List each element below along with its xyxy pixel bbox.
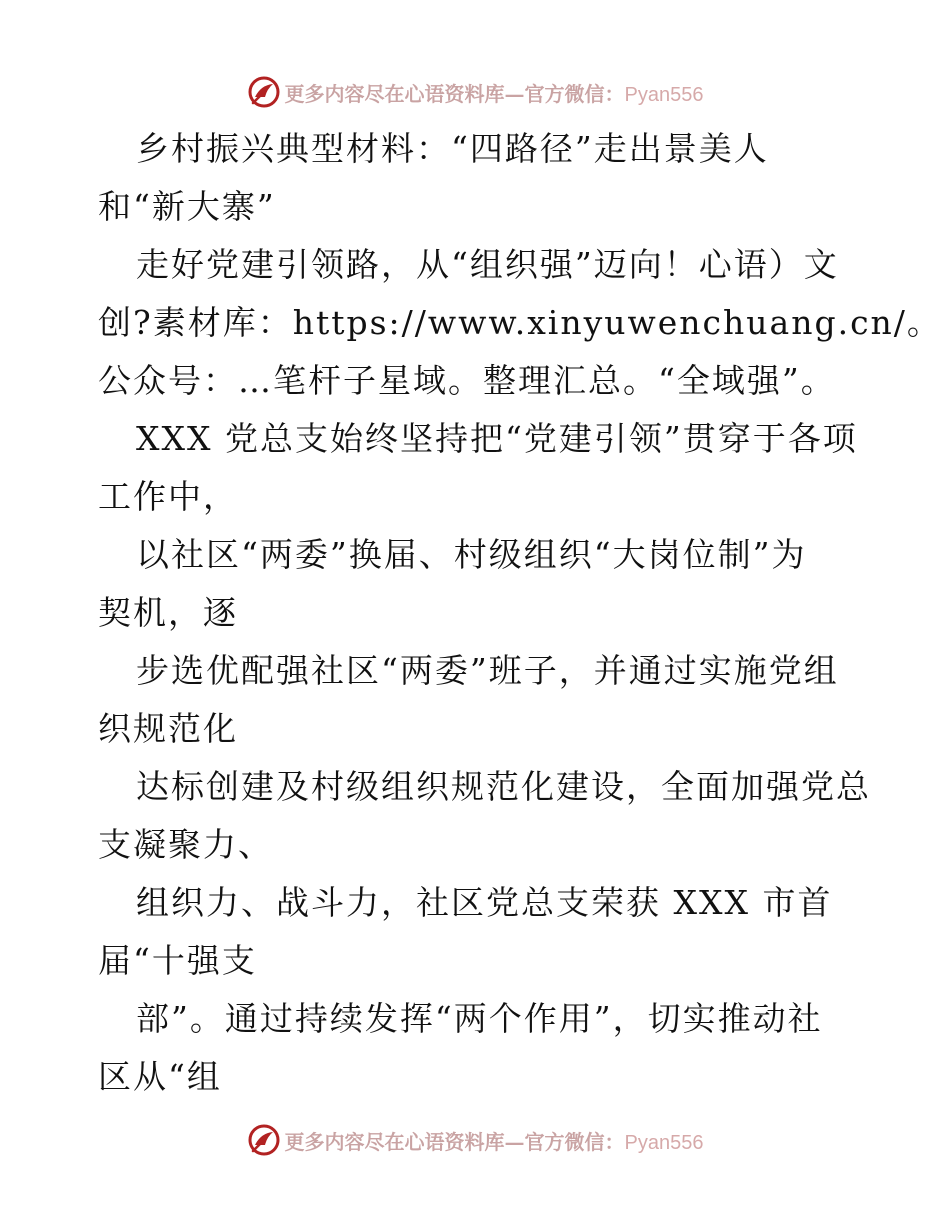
body-text-line: 契机，逐 bbox=[98, 593, 238, 632]
header-watermark-text: 更多内容尽在心语资料库—官方微信：Pyan556 bbox=[284, 81, 704, 106]
body-text-line: 创?素材库：https://www.xinyuwenchuang.cn/。 bbox=[98, 303, 942, 342]
header-watermark bbox=[0, 72, 950, 112]
body-text-line: 走好党建引领路，从“组织强”迈向！心语）文 bbox=[136, 245, 839, 284]
brand-logo-icon bbox=[247, 1123, 281, 1157]
body-text-line: 达标创建及村级组织规范化建设，全面加强党总 bbox=[136, 767, 871, 806]
body-text-line: 步选优配强社区“两委”班子，并通过实施党组 bbox=[136, 651, 839, 690]
body-text-line: 部”。通过持续发挥“两个作用”，切实推动社 bbox=[136, 999, 823, 1038]
body-text-line: 组织力、战斗力，社区党总支荣获 XXX 市首 bbox=[136, 883, 833, 922]
body-text-line: 织规范化 bbox=[98, 709, 238, 748]
body-text-line: 区从“组 bbox=[98, 1057, 222, 1096]
footer-watermark bbox=[0, 1120, 950, 1160]
body-text-line: 乡村振兴典型材料：“四路径”走出景美人 bbox=[136, 129, 769, 168]
body-text-line: XXX 党总支始终坚持把“党建引领”贯穿于各项 bbox=[136, 419, 858, 458]
document-body bbox=[98, 120, 942, 1106]
brand-logo-icon bbox=[247, 75, 281, 109]
body-text-line: 工作中， bbox=[98, 477, 238, 516]
body-text-line: 公众号：…笔杆子星域。整理汇总。“全域强”。 bbox=[98, 361, 836, 400]
footer-wechat-id: Pyan556 bbox=[624, 1131, 704, 1154]
header-wechat-id: Pyan556 bbox=[624, 83, 704, 106]
body-text-line: 以社区“两委”换届、村级组织“大岗位制”为 bbox=[136, 535, 807, 574]
body-text-line: 和“新大寨” bbox=[98, 187, 276, 226]
body-text-line: 支凝聚力、 bbox=[98, 825, 273, 864]
footer-watermark-text: 更多内容尽在心语资料库—官方微信：Pyan556 bbox=[284, 1129, 704, 1154]
body-text-line: 届“十强支 bbox=[98, 941, 257, 980]
